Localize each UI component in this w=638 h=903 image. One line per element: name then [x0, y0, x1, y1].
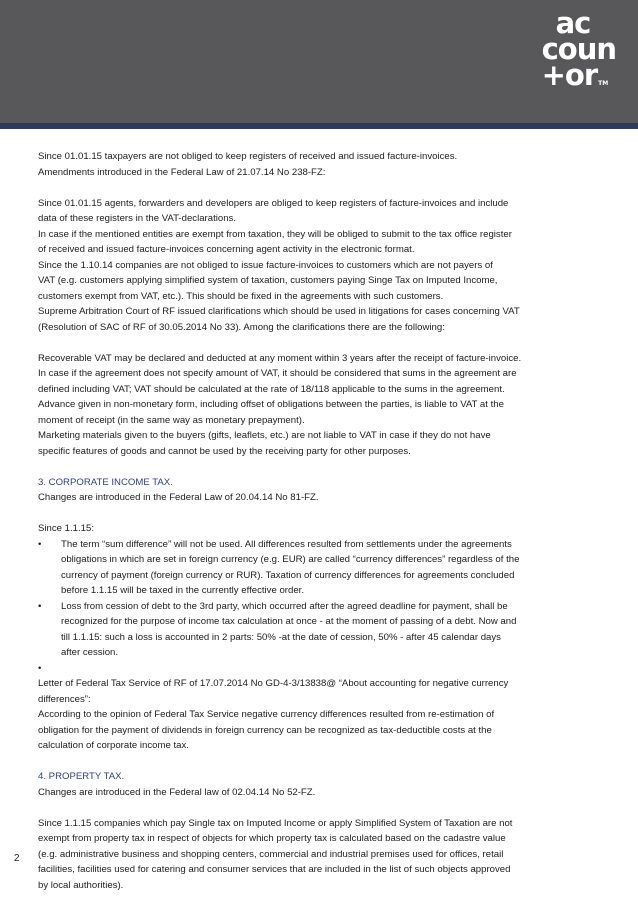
- text-line: In case if the agreement does not specify amount of VAT, it should be considered that sums in the agreement are: [38, 368, 517, 379]
- text-line: Since 01.01.15 agents, forwarders and developers are obliged to keep registers of facture-invoices and include: [38, 197, 509, 209]
- text-line: In case if the mentioned entities are exempt from taxation, they will be obliged to submit to the tax office register: [38, 228, 512, 240]
- bullet-icon: •: [38, 538, 42, 550]
- bullet-icon: •: [38, 662, 42, 674]
- page-header: [0, 0, 638, 123]
- bullet-icon: •: [38, 600, 42, 612]
- text-line: exempt from property tax in respect of objects for which property tax is calculated based on the cadastre value: [38, 833, 506, 844]
- logo-line-2: coun: [541, 32, 616, 66]
- text-line: till 1.1.15: such a loss is accounted in 2 parts: 50% -at the date of cession, 50% - after 45 calendar days: [61, 631, 501, 643]
- text-line: obligation for the payment of dividends in foreign currency can be recognized as tax-deductible costs at the: [38, 724, 492, 736]
- text-line: Since the 1.10.14 companies are not obliged to issue facture-invoices to customers which are not payers of: [38, 259, 493, 271]
- text-line: obligations in which are set in foreign currency (e.g. EUR) are called “currency differences” regardless of the: [61, 554, 520, 565]
- text-line: specific features of goods and cannot be used by the receiving party for other purposes.: [38, 445, 411, 457]
- text-line: Supreme Arbitration Court of RF issued clarifications which should be used in litigations for cases concerning VAT: [38, 306, 520, 317]
- text-line: Changes are introduced in the Federal Law of 20.04.14 No 81-FZ.: [38, 492, 319, 503]
- logo-line-3: +orTM: [541, 58, 609, 92]
- header-divider: [0, 123, 638, 129]
- bullet-item: [38, 537, 606, 599]
- text-line: Recoverable VAT may be declared and deducted at any moment within 3 years after the receipt of facture-invoice.: [38, 352, 522, 364]
- text-line: customers exempt from VAT, etc.). This should be fixed in the agreements with such customers.: [38, 290, 444, 302]
- paragraph-registers: [38, 149, 606, 180]
- paragraph-property: [38, 816, 606, 894]
- text-line: Marketing materials given to the buyers (gifts, leaflets, etc.) are not liable to VAT in case if they do not have: [38, 430, 491, 441]
- text-line: Changes are introduced in the Federal law of 02.04.14 No 52-FZ.: [38, 786, 316, 798]
- paragraph-recoverable-vat: [38, 351, 606, 460]
- text-line: after cession.: [61, 647, 119, 658]
- text-line: Letter of Federal Tax Service of RF of 17.07.2014 No GD-4-3/13838@ “About accounting for negative currency: [38, 678, 509, 689]
- text-line: before 1.1.15 will be taxed in the currently effective order.: [61, 585, 305, 596]
- text-line: According to the opinion of Federal Tax Service negative currency differences resulted from re-estimation of: [38, 709, 495, 720]
- logo-line-1: ac: [555, 6, 591, 40]
- text-line: by local authorities).: [38, 879, 124, 891]
- bullet-item-empty: [38, 661, 606, 677]
- text-line: calculation of corporate income tax.: [38, 740, 189, 751]
- text-line: Amendments introduced in the Federal Law of 21.07.14 No 238-FZ:: [38, 166, 326, 178]
- page-number: 2: [14, 853, 20, 864]
- text-line: moment of receipt (in the same way as monetary prepayment).: [38, 414, 305, 426]
- paragraph-agents: [38, 196, 606, 336]
- text-line: differences”:: [38, 693, 91, 705]
- text-line: facilities, facilities used for catering and consumer services that are included in the list of such objects approved: [38, 864, 511, 875]
- text-line: of received and issued facture-invoices concerning agent activity in the electronic format.: [38, 244, 415, 255]
- text-line: defined including VAT; VAT should be calculated at the rate of 18/118 applicable to the sums in the agreement.: [38, 383, 505, 395]
- text-line: Loss from cession of debt to the 3rd party, which occurred after the agreed deadline for payment, shall be: [61, 600, 508, 612]
- text-line: Since 01.01.15 taxpayers are not obliged to keep registers of received and issued facture-invoices.: [38, 151, 458, 162]
- text-line: data of these registers in the VAT-declarations.: [38, 213, 237, 224]
- document-body: [38, 149, 606, 893]
- text-line: currency of payment (foreign currency or RUR). Taxation of currency differences for agreements concluded: [61, 569, 515, 581]
- text-line: (e.g. administrative business and shopping centers, commercial and industrial premises used for offices, retail: [38, 848, 504, 860]
- accountor-logo: [541, 6, 616, 97]
- text-line: VAT (e.g. customers applying simplified system of taxation, customers paying Singe Tax on Imputed Income,: [38, 275, 498, 286]
- section-heading-corporate-income-tax: 3. CORPORATE INCOME TAX.: [38, 476, 173, 488]
- paragraph-letter: [38, 676, 606, 754]
- text-line: (Resolution of SAC of RF of 30.05.2014 No 33). Among the clarifications there are the following:: [38, 321, 445, 333]
- text-line: Advance given in non-monetary form, including offset of obligations between the parties, is liable to VAT at the: [38, 399, 504, 410]
- text-line: The term “sum difference” will not be used. All differences resulted from settlements under the agreements: [61, 538, 512, 550]
- text-line: Since 1.1.15 companies which pay Single tax on Imputed Income or apply Simplified System of Taxation are not: [38, 817, 513, 829]
- text-line: recognized for the purpose of income tax calculation at once - at the moment of passing of a debt. Now and: [61, 616, 517, 627]
- bullet-item: [38, 599, 606, 661]
- text-line: Since 1.1.15:: [38, 523, 95, 534]
- section-heading-property-tax: 4. PROPERTY TAX.: [38, 771, 125, 782]
